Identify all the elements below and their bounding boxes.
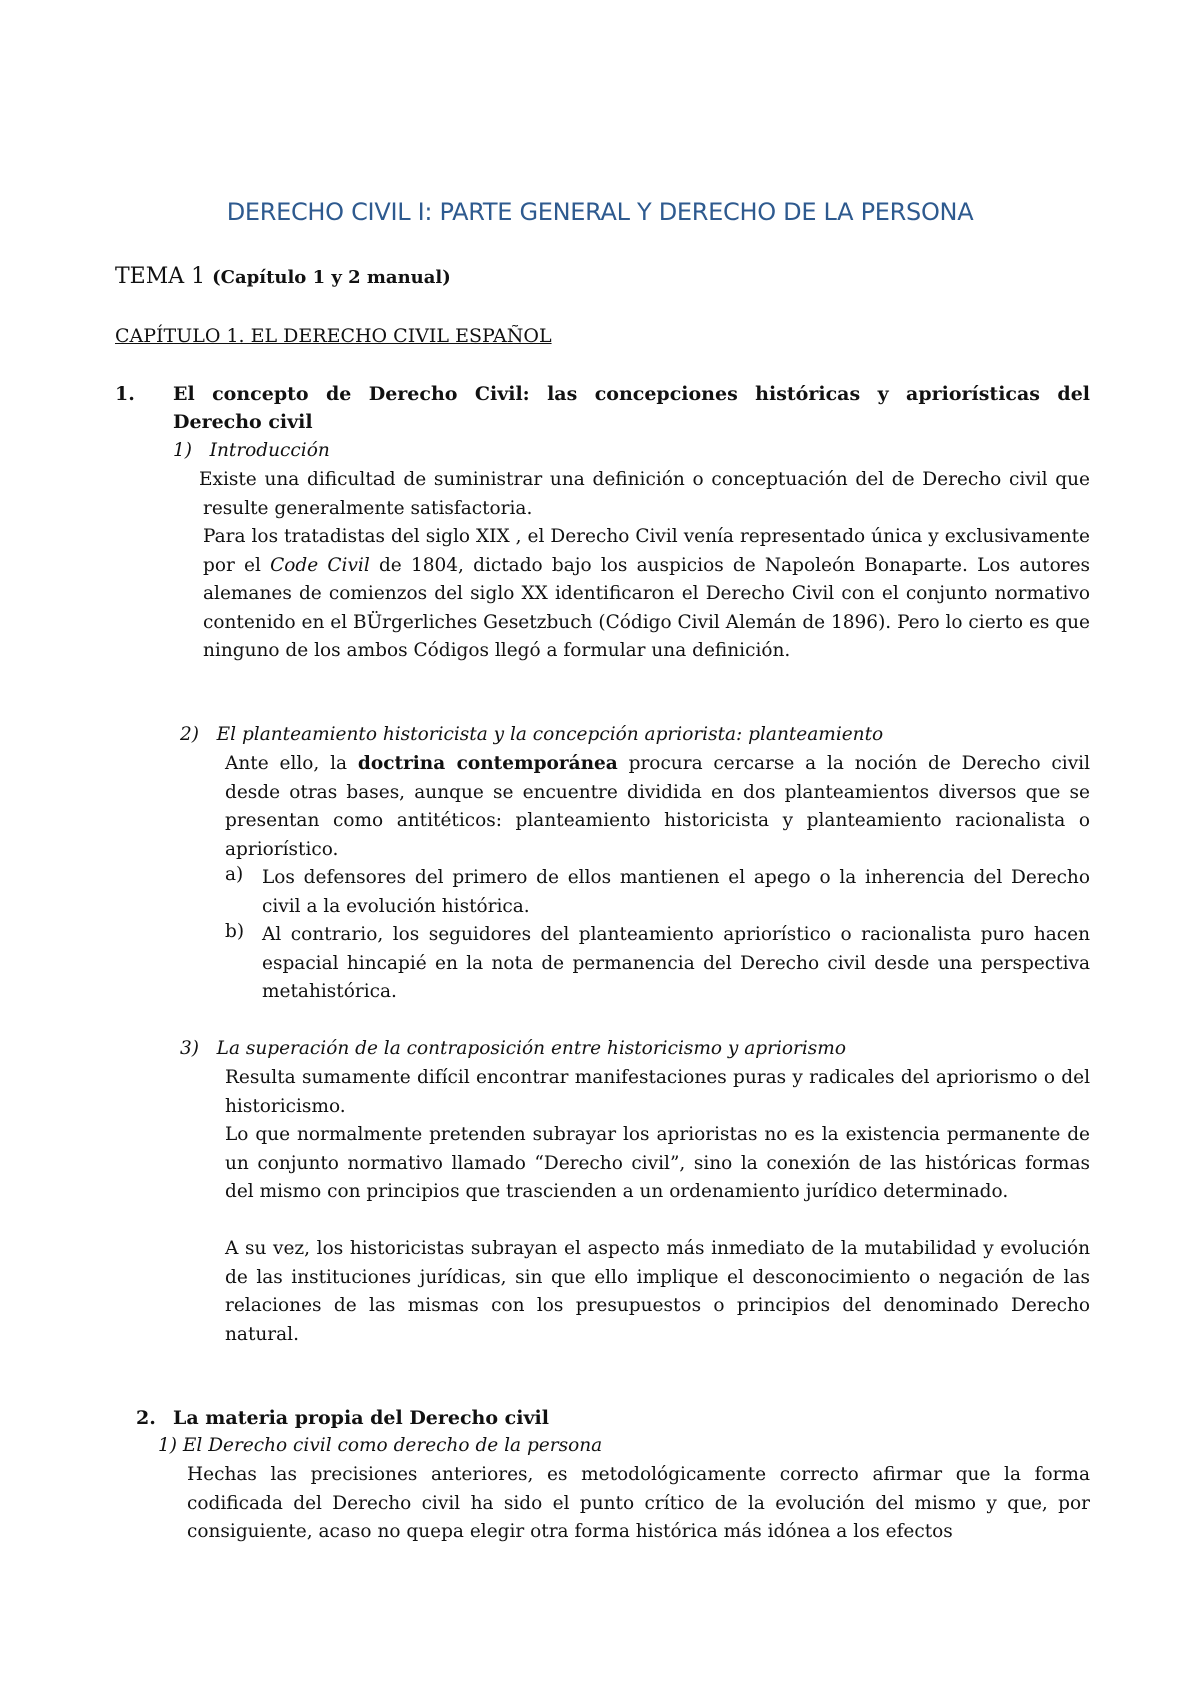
code-civil-italic: Code Civil — [270, 554, 370, 576]
doctrina-bold: doctrina contemporánea — [357, 753, 618, 774]
sub3-paragraph-2: Lo que normalmente pretenden subrayar los aprioristas no es la existencia permanente de un conjunto normativo llamado “Derecho civil”, sino la conexión de las históricas formas del mismo con principios que trascienden a un ordenamiento jurídico determinado. — [225, 1124, 1090, 1202]
sub1-p2-text-a: Para los tratadistas del siglo XIX , el Derecho Civil venía representado única y exclusivamente por el — [203, 526, 1090, 576]
sub1-paragraph-1: Existe una dificultad de suministrar una definición o conceptuación del de Derecho civil que resulte generalmente satisfactoria. — [199, 469, 1090, 519]
sub3-marker: 3) — [180, 1038, 199, 1059]
sub1-marker: 1) — [173, 440, 192, 461]
sub1-p2-text-b: de 1804, dictado bajo los auspicios de Napoleón Bonaparte. Los autores alemanes de comienzos del siglo XX identificaron el Derecho Civil con el conjunto normativo contenido en el BÜrgerliches Gesetzbuch (Código Civil Alemán de 1896). Pero lo cierto es que ninguno de los ambos Códigos llegó a formular una definición. — [203, 554, 1091, 661]
sub2-text-a: Ante ello, la — [225, 753, 358, 774]
document-title: DERECHO CIVIL I: PARTE GENERAL Y DERECHO DE LA PERSONA — [226, 198, 974, 226]
section2-sub1-title: El Derecho civil como derecho de la persona — [182, 1435, 603, 1456]
section1-title-line1: El concepto de Derecho Civil: las concepciones históricas y apriorísticas del — [173, 383, 1090, 405]
sub2-marker: 2) — [180, 724, 199, 745]
tema-heading — [115, 264, 451, 289]
tema-label: TEMA 1 — [115, 264, 206, 289]
sub1-title: Introducción — [209, 440, 330, 461]
chapter-heading: CAPÍTULO 1. EL DERECHO CIVIL ESPAÑOL — [115, 325, 552, 347]
sub2-heading — [180, 724, 883, 745]
item-a-text: Los defensores del primero de ellos mantienen el apego o la inherencia del Derecho civil a la evolución histórica. — [262, 867, 1090, 917]
item-b-marker: b) — [225, 921, 245, 942]
section2-number: 2. — [136, 1407, 156, 1429]
section2-sub1-heading — [158, 1435, 602, 1456]
sub3-heading — [180, 1038, 846, 1059]
sub2-text-b: procura cercarse a la noción de Derecho civil desde otras bases, aunque se encuentre dividida en dos planteamientos diversos que se presentan como antitéticos: planteamiento historicista y planteamiento racionalista o apriorístico. — [225, 753, 1090, 860]
item-b-text: Al contrario, los seguidores del planteamiento apriorístico o racionalista puro hacen espacial hincapié en la nota de permanencia del Derecho civil desde una perspectiva metahistórica. — [262, 924, 1090, 1002]
sub1-heading — [173, 440, 330, 461]
item-a-marker: a) — [225, 864, 244, 885]
sub2-paragraph — [225, 750, 1090, 864]
sub1-paragraph-2 — [203, 523, 1090, 666]
section2-sub1-marker: 1) — [158, 1435, 177, 1456]
sub3-paragraph-1: Resulta sumamente difícil encontrar manifestaciones puras y radicales del apriorismo o del historicismo. — [225, 1067, 1090, 1117]
sub3-title: La superación de la contraposición entre historicismo y apriorismo — [216, 1038, 846, 1059]
section2-title: La materia propia del Derecho civil — [173, 1407, 549, 1429]
section1-number: 1. — [115, 383, 135, 405]
tema-detail: (Capítulo 1 y 2 manual) — [212, 267, 451, 288]
sub3-paragraph-3: A su vez, los historicistas subrayan el aspecto más inmediato de la mutabilidad y evolución de las instituciones jurídicas, sin que ello implique el desconocimiento o negación de las relaciones de las mismas con los presupuestos o principios del denominado Derecho natural. — [225, 1238, 1090, 1345]
section2-sub1-paragraph: Hechas las precisiones anteriores, es metodológicamente correcto afirmar que la forma codificada del Derecho civil ha sido el punto crítico de la evolución del mismo y que, por consiguiente, acaso no quepa elegir otra forma histórica más idónea a los efectos — [187, 1464, 1090, 1542]
section1-title-line2: Derecho civil — [173, 411, 313, 433]
sub2-title: El planteamiento historicista y la concepción apriorista: planteamiento — [216, 724, 884, 745]
